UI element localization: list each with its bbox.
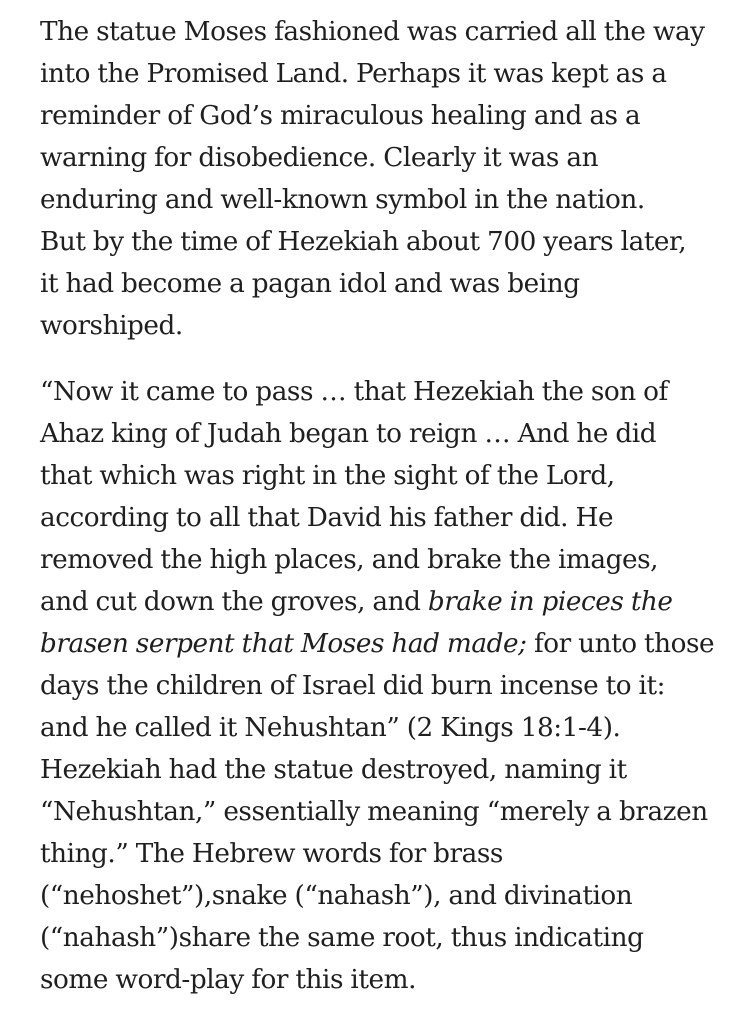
text-line: it had become a pagan idol and was being (40, 269, 580, 299)
text-line: enduring and well-known symbol in the nation. (40, 185, 645, 215)
article-body (40, 0, 720, 1001)
text-line: into the Promised Land. Perhaps it was kept as a (40, 59, 667, 89)
paragraph-1 (40, 0, 720, 347)
italic-quote: brasen serpent that Moses had made; (40, 629, 527, 659)
text-line: Ahaz king of Judah began to reign … And he did (40, 419, 657, 449)
text-line: worshiped. (40, 311, 183, 341)
paragraph-2 (40, 347, 720, 1001)
text-segment: and cut down the groves, and (40, 587, 428, 617)
italic-quote: brake in pieces the (427, 587, 673, 617)
text-line: that which was right in the sight of the Lord, (40, 461, 615, 491)
text-line: reminder of God’s miraculous healing and as a (40, 101, 641, 131)
text-line: according to all that David his father did. He (40, 503, 614, 533)
text-line: warning for disobedience. Clearly it was an (40, 143, 599, 173)
text-line: Hezekiah had the statue destroyed, naming it (40, 755, 627, 785)
text-line: (“nehoshet”),snake (“nahash”), and divination (40, 881, 633, 911)
text-line: “Now it came to pass … that Hezekiah the son of (40, 377, 668, 407)
text-line (40, 623, 720, 665)
text-line: (“nahash”)share the same root, thus indicating (40, 923, 644, 953)
text-line: “Nehushtan,” essentially meaning “merely a brazen (40, 797, 708, 827)
text-line: some word-play for this item. (40, 965, 417, 995)
text-line: The statue Moses fashioned was carried all the way (40, 17, 705, 47)
text-line: removed the high places, and brake the images, (40, 545, 659, 575)
text-line: But by the time of Hezekiah about 700 years later, (40, 227, 687, 257)
text-segment: for unto those (526, 629, 715, 659)
text-line (40, 581, 720, 623)
text-line: thing.” The Hebrew words for brass (40, 839, 503, 869)
text-line: days the children of Israel did burn incense to it: (40, 671, 665, 701)
text-line: and he called it Nehushtan” (2 Kings 18:1-4). (40, 713, 621, 743)
